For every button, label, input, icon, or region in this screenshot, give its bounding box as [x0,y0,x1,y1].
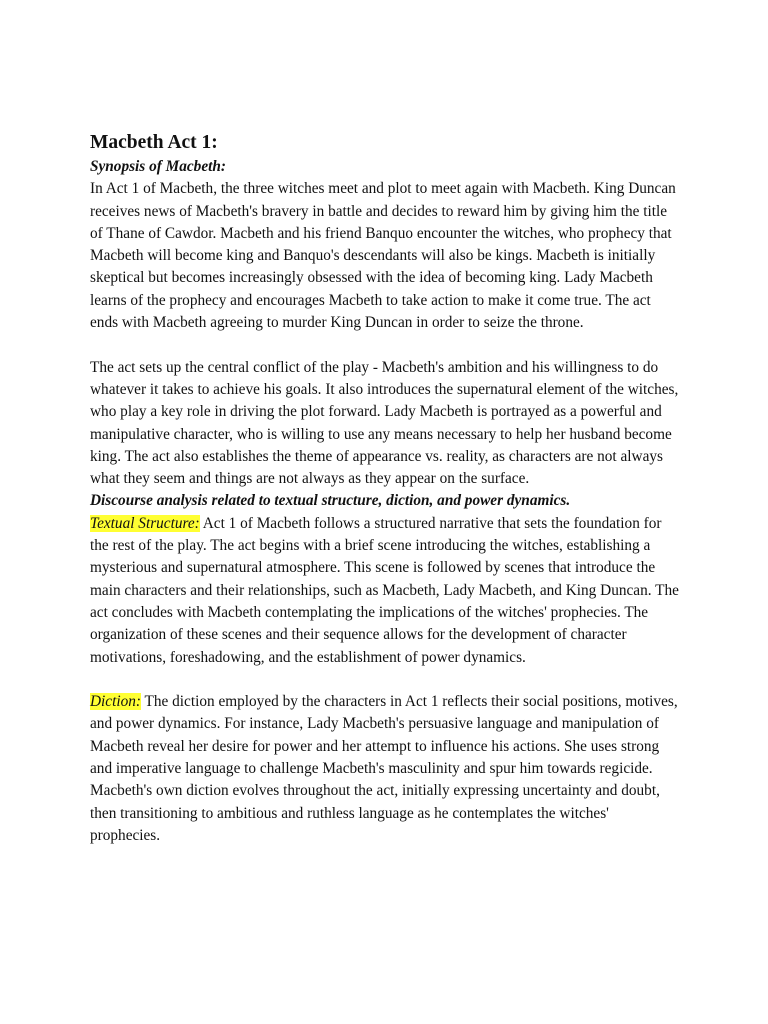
paragraph-spacer [90,669,682,691]
textual-structure-text: Act 1 of Macbeth follows a structured narrative that sets the foundation for the rest of the play. The act begins with a brief scene introducing the witches, establishing a mysterious and supernatural atmosphere. This scene is followed by scenes that introduce the main characters and their relationships, such as Macbeth, Lady Macbeth, and King Duncan. The act concludes with Macbeth contemplating the implications of the witches' prophecies. The organization of these scenes and their sequence allows for the development of character motivations, foreshadowing, and the establishment of power dynamics. [90,514,679,666]
document-title: Macbeth Act 1: [90,132,218,153]
paragraph-spacer [90,334,682,356]
diction-text: The diction employed by the characters in Act 1 reflects their social positions, motives, and power dynamics. For instance, Lady Macbeth's persuasive language and manipulation of Macbeth reveal her desire for power and her attempt to influence his actions. She uses strong and imperative language to challenge Macbeth's masculinity and spur him towards regicide. Macbeth's own diction evolves throughout the act, initially expressing uncertainty and doubt, then transitioning to ambitious and ruthless language as he contemplates the witches' prophecies. [90,693,678,844]
synopsis-heading: Synopsis of Macbeth: [90,158,226,175]
textual-structure-paragraph [90,513,682,669]
textual-structure-label: Textual Structure: [90,514,200,532]
diction-paragraph [90,691,682,847]
synopsis-paragraph-1: In Act 1 of Macbeth, the three witches meet and plot to meet again with Macbeth. King Duncan receives news of Macbeth's bravery in battle and decides to reward him by giving him the title of Thane of Cawdor. Macbeth and his friend Banquo encounter the witches, who prophecy that Macbeth will become king and Banquo's descendants will also be kings. Macbeth is initially skeptical but becomes increasingly obsessed with the idea of becoming king. Lady Macbeth learns of the prophecy and encourages Macbeth to take action to make it come true. The act ends with Macbeth agreeing to murder King Duncan in order to seize the throne. [90,180,676,332]
document-page [90,130,682,847]
diction-label: Diction: [90,693,141,711]
discourse-heading: Discourse analysis related to textual structure, diction, and power dynamics. [90,492,571,510]
synopsis-paragraph-2: The act sets up the central conflict of the play - Macbeth's ambition and his willingness to do whatever it takes to achieve his goals. It also introduces the supernatural element of the witches, who play a key role in driving the plot forward. Lady Macbeth is portrayed as a powerful and manipulative character, who is willing to use any means necessary to help her husband become king. The act also establishes the theme of appearance vs. reality, as characters are not always what they seem and things are not always as they appear on the surface. [90,358,679,488]
